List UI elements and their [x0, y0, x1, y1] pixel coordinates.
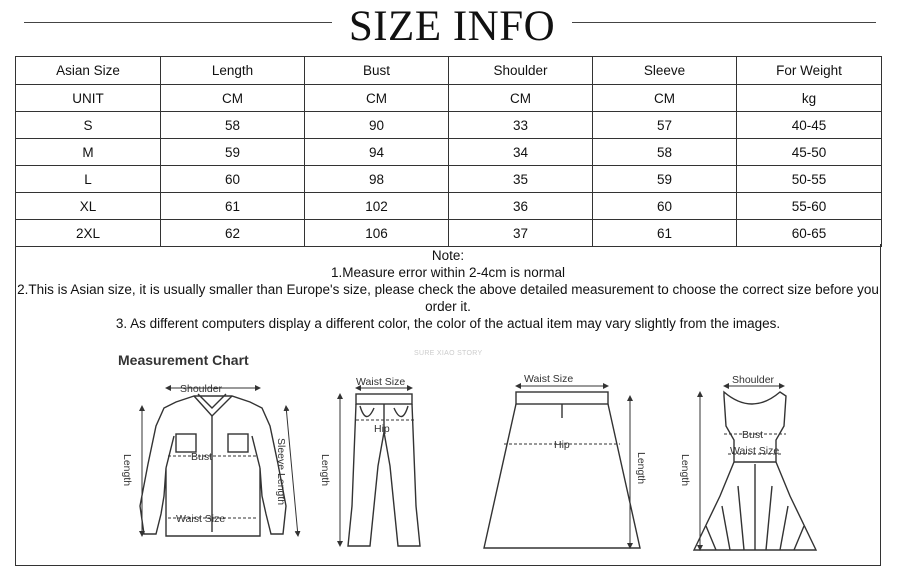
table-cell: 40-45 — [737, 112, 882, 139]
skirt-waist-label: Waist Size — [524, 373, 574, 385]
size-cell: L — [16, 166, 161, 193]
pants-measures — [340, 388, 414, 546]
skirt-measures — [504, 386, 630, 548]
shirt-length-label: Length — [121, 454, 133, 487]
unit-cell: CM — [161, 85, 305, 112]
note-heading: Note: — [431, 248, 465, 263]
title-row — [0, 0, 897, 52]
table-cell: 59 — [593, 166, 737, 193]
table-cell: 60 — [593, 193, 737, 220]
size-cell: XL — [16, 193, 161, 220]
dress-length-label: Length — [679, 454, 691, 487]
pants-diagram — [348, 394, 420, 546]
table-body — [16, 85, 882, 247]
unit-cell: CM — [305, 85, 449, 112]
table-row — [16, 166, 882, 193]
table-cell: 34 — [449, 139, 593, 166]
shirt-bust-label: Bust — [191, 451, 213, 463]
unit-cell: CM — [449, 85, 593, 112]
table-row — [16, 220, 882, 247]
note-line-2: 2.This is Asian size, it is usually smaller than Europe's size, please check the above detailed measurement to choose the correct size before you order it. — [17, 282, 879, 314]
shirt-shoulder-label: Shoulder — [180, 383, 223, 395]
column-header: Shoulder — [449, 57, 593, 85]
table-cell: 59 — [161, 139, 305, 166]
table-header-row — [16, 57, 882, 85]
unit-cell: kg — [737, 85, 882, 112]
table-cell: 102 — [305, 193, 449, 220]
dress-shoulder-label: Shoulder — [732, 374, 775, 386]
note-line-1: 1.Measure error within 2-4cm is normal — [330, 265, 566, 280]
table-cell: 36 — [449, 193, 593, 220]
pants-hip-label: Hip — [374, 423, 390, 435]
table-cell: 60 — [161, 166, 305, 193]
column-header: Bust — [305, 57, 449, 85]
skirt-hip-label: Hip — [554, 439, 570, 451]
table-cell: 61 — [161, 193, 305, 220]
column-header: Asian Size — [16, 57, 161, 85]
table-cell: 57 — [593, 112, 737, 139]
note-line-3: 3. As different computers display a different color, the color of the actual item may vary slightly from the images. — [115, 316, 781, 331]
skirt-length-label: Length — [635, 452, 647, 485]
size-table — [15, 56, 882, 247]
table-cell: 58 — [161, 112, 305, 139]
column-header: Sleeve — [593, 57, 737, 85]
table-cell: 37 — [449, 220, 593, 247]
unit-cell: UNIT — [16, 85, 161, 112]
pants-waist-label: Waist Size — [356, 376, 406, 388]
notes-panel — [15, 244, 881, 566]
column-header: For Weight — [737, 57, 882, 85]
table-cell: 94 — [305, 139, 449, 166]
notes-text — [16, 244, 880, 332]
dress-bust-label: Bust — [742, 429, 764, 441]
table-cell: 35 — [449, 166, 593, 193]
table-row — [16, 193, 882, 220]
table-cell: 45-50 — [737, 139, 882, 166]
shirt-sleeve-label: Sleeve Length — [275, 438, 287, 506]
title-divider-right — [572, 22, 876, 23]
table-cell: 62 — [161, 220, 305, 247]
dress-diagram — [694, 392, 816, 550]
dress-waist-label: Waist Size — [730, 445, 780, 457]
chart-title: Measurement Chart — [118, 352, 249, 368]
table-cell: 61 — [593, 220, 737, 247]
table-cell: 98 — [305, 166, 449, 193]
measurement-chart — [16, 336, 880, 564]
table-cell: 33 — [449, 112, 593, 139]
table-cell: 50-55 — [737, 166, 882, 193]
table-row — [16, 139, 882, 166]
skirt-diagram — [484, 392, 640, 548]
unit-row — [16, 85, 882, 112]
table-cell: 58 — [593, 139, 737, 166]
shirt-waist-label: Waist Size — [176, 513, 226, 525]
size-cell: M — [16, 139, 161, 166]
page-title: SIZE INFO — [348, 3, 556, 50]
watermark: SURE XIAO STORY — [414, 350, 483, 357]
table-cell: 60-65 — [737, 220, 882, 247]
garment-diagrams — [16, 336, 880, 564]
dress-measures — [700, 386, 786, 550]
table-cell: 106 — [305, 220, 449, 247]
table-cell: 90 — [305, 112, 449, 139]
size-cell: 2XL — [16, 220, 161, 247]
title-divider-left — [24, 22, 332, 23]
table-cell: 55-60 — [737, 193, 882, 220]
table-row — [16, 112, 882, 139]
size-cell: S — [16, 112, 161, 139]
unit-cell: CM — [593, 85, 737, 112]
column-header: Length — [161, 57, 305, 85]
pants-length-label: Length — [319, 454, 331, 487]
